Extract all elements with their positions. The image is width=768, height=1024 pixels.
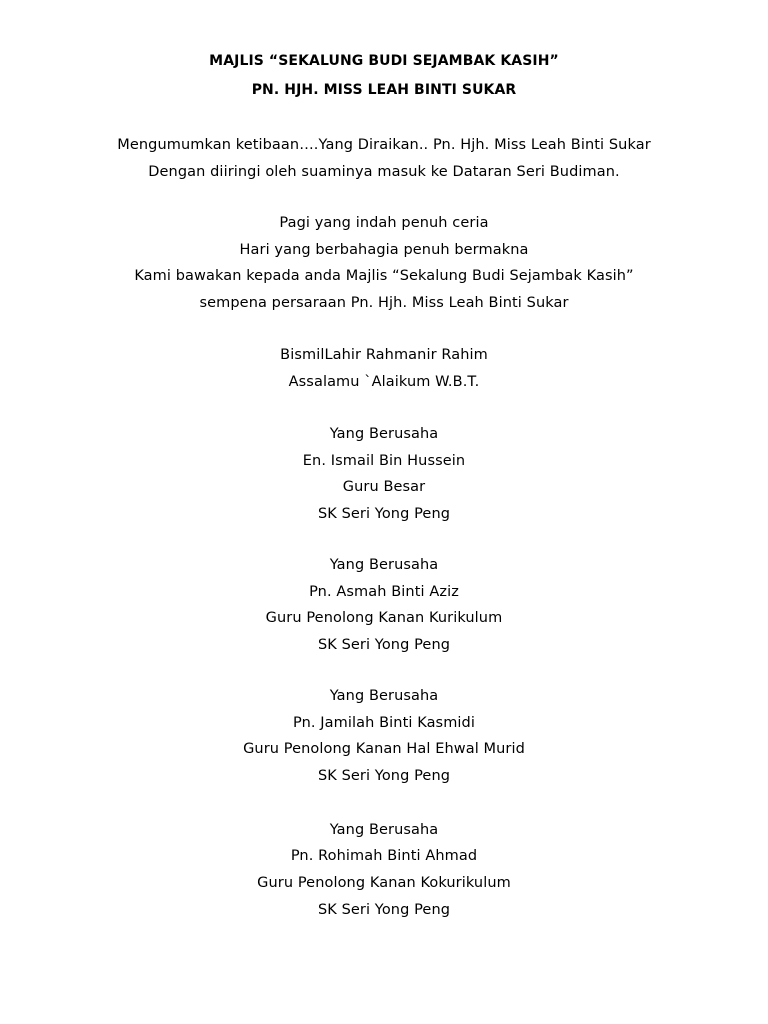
verse-line: Pagi yang indah penuh ceria: [279, 215, 489, 231]
verse-line: Hari yang berbahagia penuh bermakna: [239, 242, 529, 258]
greeting-line: Assalamu `Alaikum W.B.T.: [288, 374, 480, 390]
guest-school: SK Seri Yong Peng: [317, 506, 451, 522]
guest-name: Pn. Jamilah Binti Kasmidi: [293, 715, 475, 731]
guest-honorific: Yang Berusaha: [329, 557, 439, 573]
verse-line: Kami bawakan kepada anda Majlis “Sekalung Budi Sejambak Kasih”: [134, 268, 634, 284]
intro-line: Mengumumkan ketibaan….Yang Diraikan.. Pn. Hjh. Miss Leah Binti Sukar: [117, 137, 651, 153]
guest-position: Guru Penolong Kanan Hal Ehwal Murid: [243, 741, 525, 757]
guest-honorific: Yang Berusaha: [329, 688, 439, 704]
guest-name: En. Ismail Bin Hussein: [302, 453, 466, 469]
intro-line: Dengan diiringi oleh suaminya masuk ke Dataran Seri Budiman.: [148, 164, 620, 180]
guest-name: Pn. Rohimah Binti Ahmad: [290, 848, 478, 864]
guest-school: SK Seri Yong Peng: [317, 902, 451, 918]
document-title: MAJLIS “SEKALUNG BUDI SEJAMBAK KASIH”: [209, 53, 559, 69]
guest-school: SK Seri Yong Peng: [317, 768, 451, 784]
guest-position: Guru Penolong Kanan Kokurikulum: [257, 875, 511, 891]
guest-position: Guru Penolong Kanan Kurikulum: [265, 610, 503, 626]
document-subtitle: PN. HJH. MISS LEAH BINTI SUKAR: [251, 82, 517, 98]
guest-honorific: Yang Berusaha: [329, 426, 439, 442]
guest-school: SK Seri Yong Peng: [317, 637, 451, 653]
guest-honorific: Yang Berusaha: [329, 822, 439, 838]
guest-position: Guru Besar: [342, 479, 426, 495]
verse-line: sempena persaraan Pn. Hjh. Miss Leah Binti Sukar: [199, 295, 569, 311]
guest-name: Pn. Asmah Binti Aziz: [309, 584, 459, 600]
greeting-line: BismilLahir Rahmanir Rahim: [280, 347, 488, 363]
